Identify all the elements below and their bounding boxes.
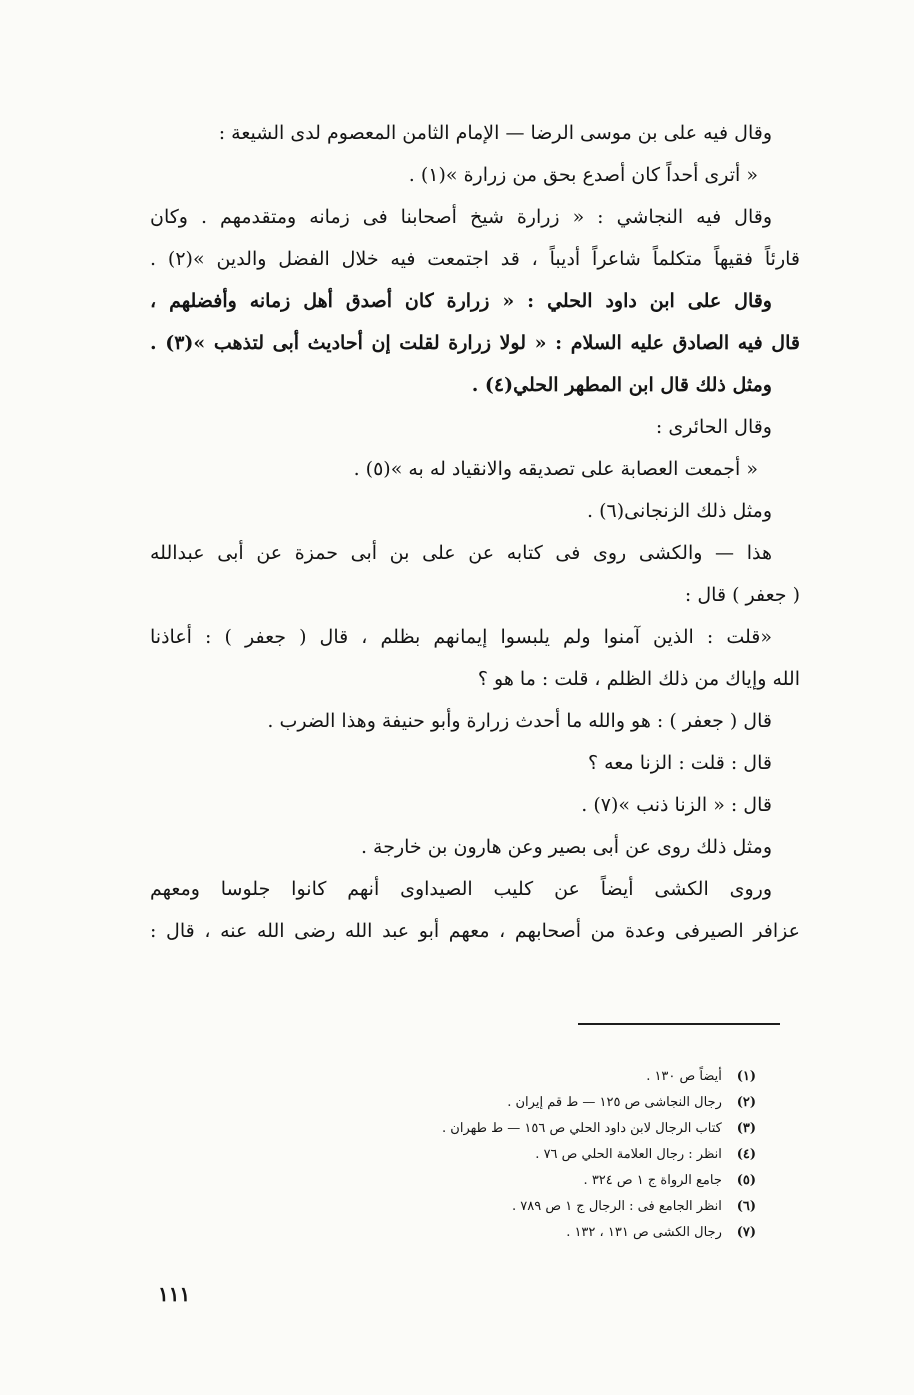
page-number: ١١١ — [158, 1282, 191, 1306]
footnotes — [300, 1064, 756, 1246]
footnote-number: (٣) — [736, 1121, 756, 1136]
footnote-item — [300, 1142, 756, 1168]
footnote-number: (٦) — [736, 1199, 756, 1214]
footnote-text: جامع الرواة ج ١ ص ٣٢٤ . — [583, 1173, 722, 1188]
text-line: هذا — والكشى روى فى كتابه عن على بن أبى حمزة عن أبى عبدالله — [150, 542, 772, 564]
footnote-number: (٧) — [736, 1225, 756, 1240]
main-text — [150, 112, 800, 952]
footnote-item — [300, 1220, 756, 1246]
footnote-item — [300, 1168, 756, 1194]
footnote-item — [300, 1116, 756, 1142]
text-line: وقال الحائرى : — [655, 416, 772, 438]
text-line: « أترى أحداً كان أصدع بحق من زرارة »(١) . — [408, 164, 758, 186]
text-line: قال فيه الصادق عليه السلام : « لولا زرارة لقلت إن أحاديث أبى لتذهب »(٣) . — [150, 332, 800, 354]
text-line: وقال فيه النجاشي : « زرارة شيخ أصحابنا فى زمانه ومتقدمهم . وكان — [150, 206, 772, 228]
footnote-text: انظر : رجال العلامة الحلي ص ٧٦ . — [535, 1147, 722, 1162]
text-line: قال ( جعفر ) : هو والله ما أحدث زرارة وأبو حنيفة وهذا الضرب . — [267, 710, 772, 732]
footnote-item — [300, 1064, 756, 1090]
text-line: قال : قلت : الزنا معه ؟ — [588, 752, 772, 774]
footnote-text: كتاب الرجال لابن داود الحلي ص ١٥٦ — ط طهران . — [442, 1121, 722, 1136]
footnote-text: انظر الجامع فى : الرجال ج ١ ص ٧٨٩ . — [511, 1199, 722, 1214]
footnote-text: رجال النجاشى ص ١٢٥ — ط قم إيران . — [507, 1095, 722, 1110]
text-line: « أجمعت العصابة على تصديقه والانقياد له به »(٥) . — [353, 458, 758, 480]
footnote-number: (٢) — [736, 1095, 756, 1110]
text-line: ومثل ذلك روى عن أبى بصير وعن هارون بن خارجة . — [360, 836, 772, 858]
text-line: قارئاً فقيهاً متكلماً شاعراً أديباً ، قد اجتمعت فيه خلال الفضل والدين »(٢) . — [150, 248, 800, 270]
text-line: الله وإياك من ذلك الظلم ، قلت : ما هو ؟ — [477, 668, 800, 690]
text-line: وروى الكشى أيضاً عن كليب الصيداوى أنهم كانوا جلوسا ومعهم — [150, 878, 772, 900]
text-line: وقال فيه على بن موسى الرضا — الإمام الثامن المعصوم لدى الشيعة : — [218, 122, 772, 144]
footnote-item — [300, 1090, 756, 1116]
footnote-text: أيضاً ص ١٣٠ . — [646, 1069, 722, 1084]
text-line: عزافر الصيرفى وعدة من أصحابهم ، معهم أبو عبد الله رضى الله عنه ، قال : — [150, 920, 800, 942]
text-line: قال : « الزنا ذنب »(٧) . — [581, 794, 772, 816]
text-line: «قلت : الذين آمنوا ولم يلبسوا إيمانهم بظلم ، قال ( جعفر ) : أعاذنا — [150, 626, 772, 648]
text-line: ومثل ذلك قال ابن المطهر الحلي(٤) . — [471, 374, 772, 396]
text-line: ( جعفر ) قال : — [684, 584, 800, 606]
text-line: ومثل ذلك الزنجانى(٦) . — [587, 500, 772, 522]
footnote-number: (١) — [736, 1069, 756, 1084]
text-line: وقال على ابن داود الحلي : « زرارة كان أصدق أهل زمانه وأفضلهم ، — [150, 290, 772, 312]
footnote-number: (٥) — [736, 1173, 756, 1188]
footnote-item — [300, 1194, 756, 1220]
footnote-text: رجال الكشى ص ١٣١ ، ١٣٢ . — [566, 1225, 722, 1240]
footnote-number: (٤) — [736, 1147, 756, 1162]
footnote-separator — [578, 1023, 780, 1025]
